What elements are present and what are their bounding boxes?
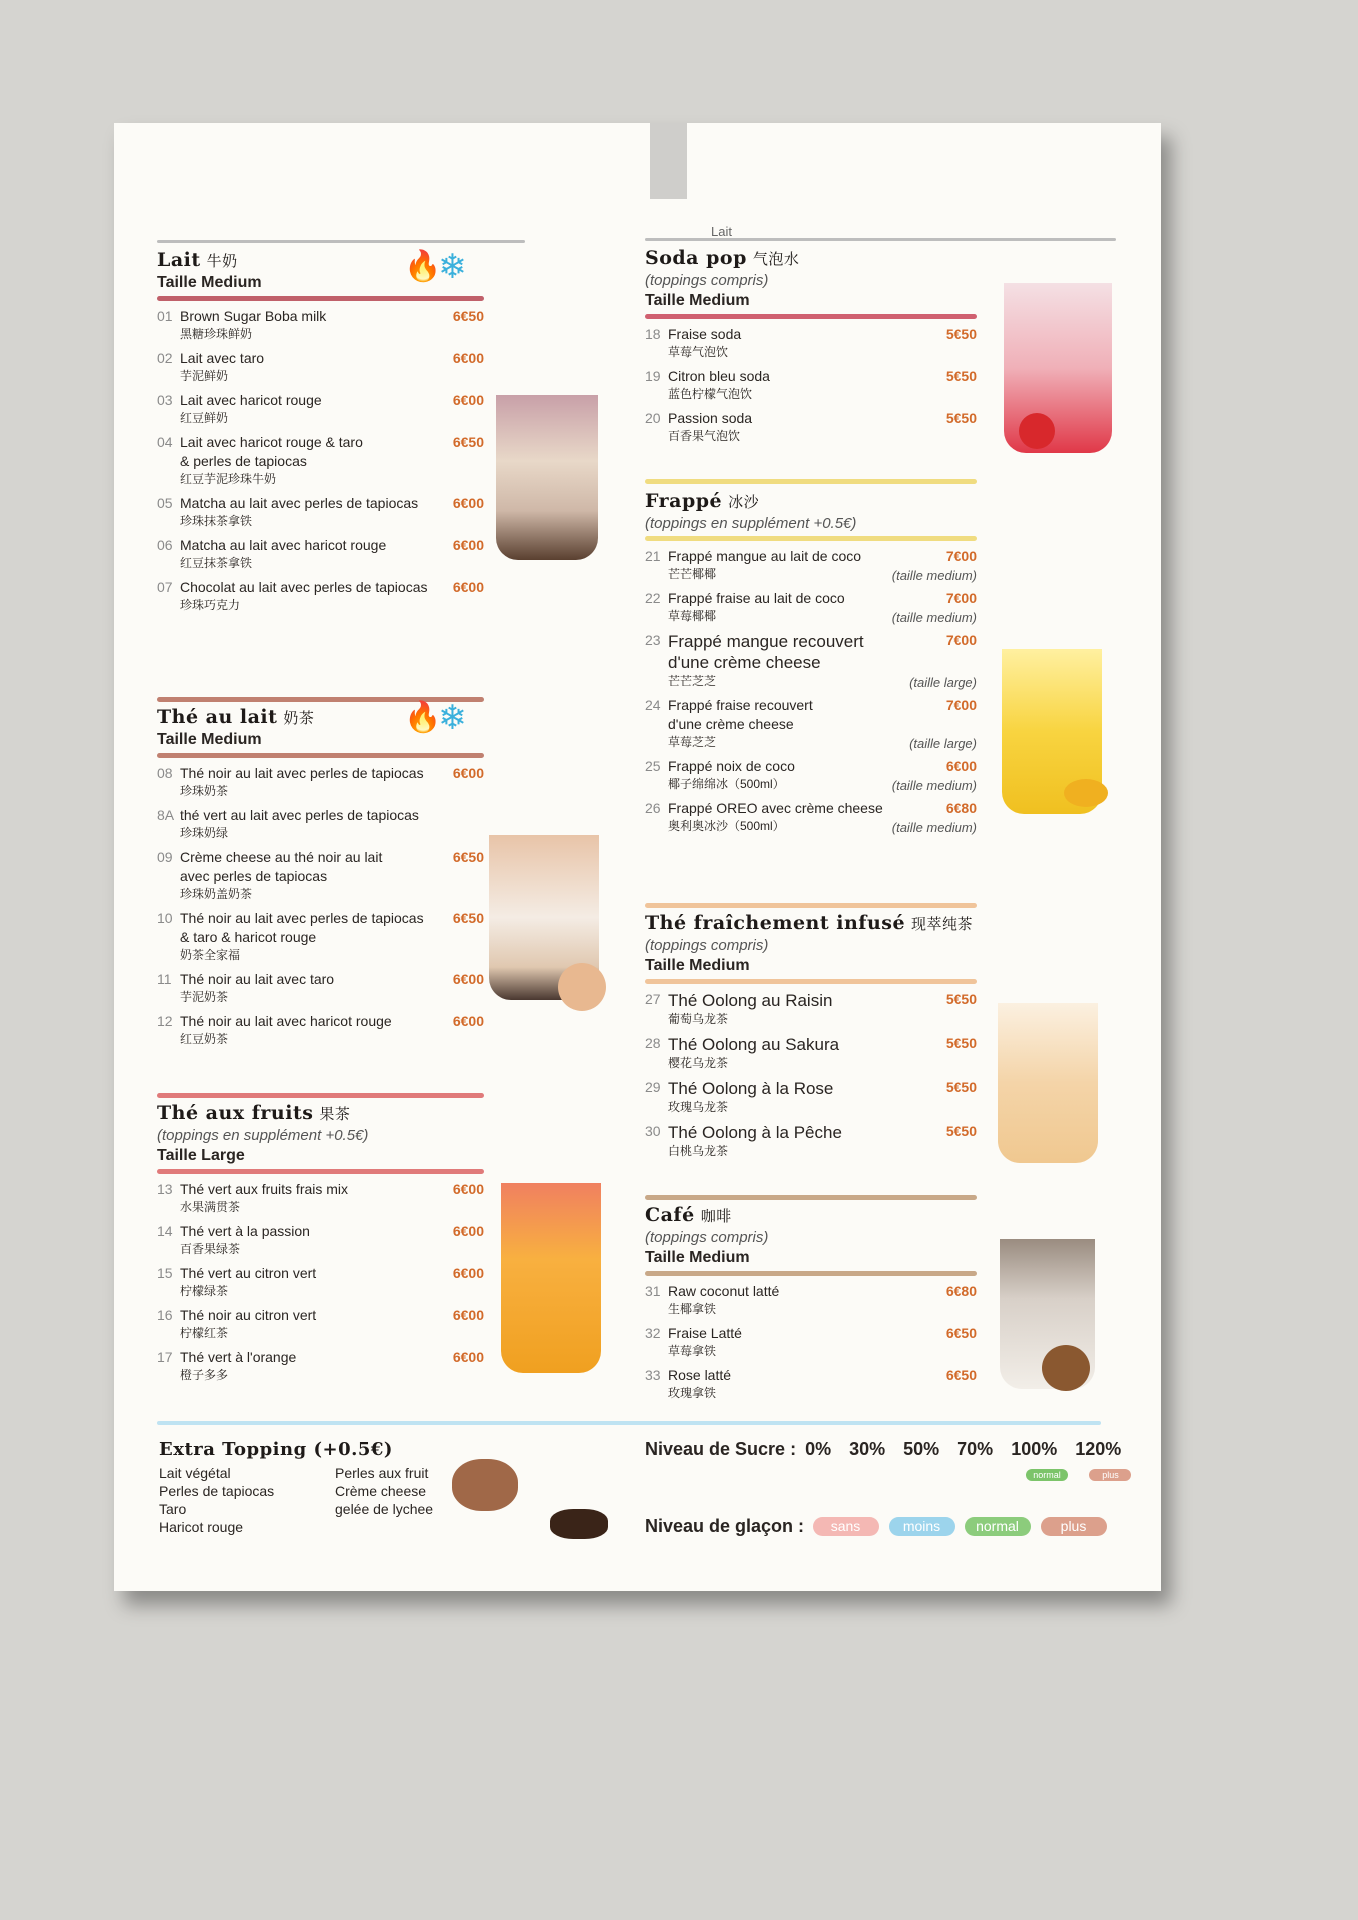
item-price: 6€50 [452,434,484,450]
item-name: Brown Sugar Boba milk [180,308,327,324]
item-name: Frappé mangue recouvert [668,632,864,651]
item-name-cn: 红豆抹茶拿铁 [180,556,253,570]
item-price: 6€50 [452,849,484,865]
taro-slice-image [558,963,606,1011]
menu-item [157,1222,484,1258]
menu-item [645,547,977,583]
sugar-level-row [645,1439,1145,1460]
section-size: Taille Medium [645,292,750,309]
topping-item: Perles de tapiocas [159,1483,275,1499]
item-number: 30 [645,1123,661,1139]
item-name: Thé vert à l'orange [180,1349,297,1365]
item-name-line2: avec perles de tapiocas [180,868,328,884]
item-name-cn: 柠檬绿茶 [180,1284,229,1298]
item-name: Lait avec taro [180,350,265,366]
menu-item [645,631,977,690]
item-name-cn: 红豆芋泥珍珠牛奶 [180,472,277,486]
item-list [157,307,484,614]
section-subtitle: (toppings en supplément +0.5€) [645,515,857,532]
item-name: Thé Oolong au Sakura [668,1035,840,1054]
item-price: 5€50 [945,991,977,1007]
item-name-cn: 奥利奥冰沙（500ml） [668,819,785,833]
item-number: 27 [645,991,661,1007]
section-subtitle: (toppings compris) [645,1229,769,1246]
item-name: Crème cheese au thé noir au lait [180,849,383,865]
item-name: Lait avec haricot rouge & taro [180,434,363,450]
menu-item [157,848,484,903]
item-number: 20 [645,410,661,426]
item-name-cn: 蓝色柠檬气泡饮 [668,387,753,401]
item-size-note: (taille medium) [891,610,977,625]
tapioca-pearls-image [550,1509,608,1539]
item-size-note: (taille large) [909,736,977,751]
torn-corner [650,123,687,199]
item-name-cn: 草莓椰椰 [668,609,717,623]
item-number: 04 [157,434,173,450]
item-name: Frappé OREO avec crème cheese [668,800,883,816]
menu-item [645,1324,977,1360]
item-list [645,1282,977,1402]
menu-sheet [114,123,1161,1591]
item-name-cn: 草莓拿铁 [668,1344,717,1358]
menu-item [645,589,977,625]
item-price: 5€50 [945,1035,977,1051]
item-name: Frappé mangue au lait de coco [668,548,862,564]
item-price: 6€80 [945,800,977,816]
item-name: Thé Oolong à la Rose [668,1079,834,1098]
item-number: 17 [157,1349,173,1365]
item-size-note: (taille large) [909,675,977,690]
item-number: 26 [645,800,661,816]
topping-list-1 [159,1464,335,1536]
sugar-level-option: 30% [849,1439,886,1459]
item-name-cn: 水果满贯茶 [180,1200,241,1214]
menu-item [157,494,484,530]
sugar-level-option: 120% [1075,1439,1122,1459]
item-name-line2: d'une crème cheese [668,716,794,732]
sugar-tags [1026,1465,1131,1483]
milk-tea-cup-image [496,395,598,560]
topping-list-2 [335,1464,433,1536]
menu-item [157,1180,484,1216]
menu-item [157,536,484,572]
item-name-cn: 生椰拿铁 [668,1302,717,1316]
mango-image [1064,779,1108,807]
sugar-level-option: 70% [957,1439,994,1459]
item-name: Frappé fraise au lait de coco [668,590,845,606]
menu-item [157,970,484,1006]
menu-item [157,433,484,488]
item-price: 6€80 [945,1283,977,1299]
menu-item [157,1264,484,1300]
coconut-image [1042,1345,1090,1391]
item-price: 6€50 [945,1325,977,1341]
menu-item [157,391,484,427]
hot-icon: 🔥 [404,250,442,283]
item-name-line2: & taro & haricot rouge [180,929,317,945]
item-price: 5€50 [945,368,977,384]
item-name-cn: 橙子多多 [180,1368,229,1382]
item-number: 8A [157,807,175,823]
item-number: 05 [157,495,173,511]
item-price: 5€50 [945,326,977,342]
item-number: 07 [157,579,173,595]
ice-level-label: Niveau de glaçon : [645,1516,805,1536]
menu-item [157,349,484,385]
section-bar [645,479,977,484]
item-number: 02 [157,350,173,366]
item-number: 15 [157,1265,173,1281]
item-number: 25 [645,758,661,774]
menu-item [645,1034,977,1072]
item-number: 11 [157,971,172,987]
item-price: 6€50 [452,910,484,926]
item-number: 13 [157,1181,173,1197]
item-name-cn: 樱花乌龙茶 [668,1056,729,1070]
sugar-level-options [801,1439,1121,1459]
menu-item [645,1282,977,1318]
snowflake-icon: ❄ [438,248,467,286]
section-title: Soda pop 气泡水 [645,247,800,269]
topping-item: Haricot rouge [159,1519,244,1535]
menu-item [645,1122,977,1160]
menu-item [645,799,977,835]
section-subtitle: (toppings compris) [645,937,769,954]
section-lait [157,240,484,614]
topping-item: gelée de lychee [335,1501,434,1517]
item-number: 33 [645,1367,661,1383]
ice-option-3: plus [1041,1517,1107,1536]
section-bar [645,903,977,908]
section-cafe [645,1191,977,1402]
item-name: Lait avec haricot rouge [180,392,322,408]
item-name: Matcha au lait avec perles de tapiocas [180,495,419,511]
section-bar [157,296,484,301]
menu-item [645,409,977,445]
item-name-line2: d'une crème cheese [668,653,821,672]
sugar-level-option: 0% [805,1439,832,1459]
item-name-cn: 芒芒椰椰 [668,567,717,581]
menu-item [645,757,977,793]
item-name-cn: 珍珠奶茶 [180,784,229,798]
section-title: Thé fraîchement infusé 现萃纯茶 [645,912,974,934]
torn-fragment: Lait [711,224,732,239]
item-price: 5€50 [945,410,977,426]
item-list [645,547,977,835]
menu-item [157,578,484,614]
section-title: Thé au lait 奶茶 [157,706,315,728]
item-price: 6€50 [452,308,484,324]
item-price: 6€00 [452,1307,484,1323]
section-size: Taille Medium [157,731,262,748]
section-size: Taille Large [157,1147,245,1164]
item-name-cn: 柠檬红茶 [180,1326,229,1340]
menu-item [645,1078,977,1116]
item-name-cn: 玫瑰乌龙茶 [668,1100,729,1114]
item-price: 6€00 [452,765,484,781]
item-price: 6€50 [945,1367,977,1383]
sugar-level-label: Niveau de Sucre : [645,1439,797,1459]
item-price: 7€00 [945,590,977,606]
item-name: Chocolat au lait avec perles de tapiocas [180,579,428,595]
topping-item: Perles aux fruit [335,1465,429,1481]
item-name-cn: 百香果气泡饮 [668,429,741,443]
item-price: 6€00 [452,1013,484,1029]
item-price: 7€00 [945,632,977,648]
ice-option-2: normal [965,1517,1031,1536]
section-the-au-lait [157,693,484,1048]
sugar-level-option: 50% [903,1439,940,1459]
section-subtitle: (toppings en supplément +0.5€) [157,1127,369,1144]
sugar-level [645,1439,1145,1480]
item-number: 24 [645,697,661,713]
item-name: Thé vert aux fruits frais mix [180,1181,349,1197]
item-name-cn: 芋泥鲜奶 [180,369,229,383]
taro-image [452,1459,518,1511]
item-price: 6€00 [452,392,484,408]
item-name-cn: 红豆鲜奶 [180,411,229,425]
item-name: Thé vert à la passion [180,1223,310,1239]
item-name: Thé noir au lait avec haricot rouge [180,1013,392,1029]
item-price: 6€00 [452,1181,484,1197]
item-name-cn: 百香果绿茶 [180,1242,241,1256]
item-name-cn: 珍珠巧克力 [180,598,241,612]
item-price: 5€50 [945,1079,977,1095]
item-price: 6€00 [452,1349,484,1365]
section-bar [157,753,484,758]
item-name: Fraise Latté [668,1325,742,1341]
item-size-note: (taille medium) [891,820,977,835]
item-name: Rose latté [668,1367,732,1383]
menu-item [157,1348,484,1384]
hot-icon: 🔥 [404,701,442,734]
strawberry-image [1019,413,1055,449]
item-number: 12 [157,1013,173,1029]
item-name: Thé vert au citron vert [180,1265,317,1281]
item-list [645,990,977,1160]
section-title: Frappé 冰沙 [645,490,760,512]
section-title: Lait 牛奶 [157,249,238,271]
item-number: 22 [645,590,661,606]
item-price: 6€00 [945,758,977,774]
item-name-cn: 芋泥奶茶 [180,990,229,1004]
item-name-cn: 草莓芝芝 [668,735,717,749]
item-number: 29 [645,1079,661,1095]
extra-topping [159,1439,459,1536]
item-list [157,1180,484,1384]
item-price: 7€00 [945,697,977,713]
section-bar [157,1169,484,1174]
item-name-cn: 黑糖珍珠鲜奶 [180,327,253,341]
menu-item [157,909,484,964]
section-subtitle: (toppings compris) [645,272,769,289]
item-name-cn: 椰子绵绵冰（500ml） [668,777,785,791]
item-name: Thé noir au lait avec perles de tapiocas [180,765,424,781]
divider [157,240,525,243]
item-name-cn: 白桃乌龙茶 [668,1144,729,1158]
section-bar [645,1195,977,1200]
item-price: 6€00 [452,971,484,987]
item-name: Passion soda [668,410,753,426]
menu-item [157,1012,484,1048]
item-name-line2: & perles de tapiocas [180,453,307,469]
item-number: 01 [157,308,173,324]
item-price: 6€00 [452,350,484,366]
item-name-cn: 葡萄乌龙茶 [668,1012,729,1026]
item-name: Frappé noix de coco [668,758,795,774]
item-name: Thé noir au lait avec taro [180,971,335,987]
item-price: 5€50 [945,1123,977,1139]
section-size: Taille Medium [645,1249,750,1266]
topping-item: Taro [159,1501,187,1517]
item-name: thé vert au lait avec perles de tapiocas [180,807,419,823]
item-price: 6€00 [452,495,484,511]
section-title: Café 咖啡 [645,1204,732,1226]
item-number: 03 [157,392,173,408]
item-price: 6€00 [452,1223,484,1239]
section-size: Taille Medium [645,957,750,974]
menu-item [157,1306,484,1342]
item-size-note: (taille medium) [891,778,977,793]
fruit-tea-cup-image [501,1183,601,1373]
item-number: 16 [157,1307,173,1323]
item-name-cn: 玫瑰拿铁 [668,1386,717,1400]
item-name-cn: 珍珠奶绿 [180,826,229,840]
menu-item [157,307,484,343]
tag-normal: normal [1026,1469,1068,1481]
item-name-cn: 红豆奶茶 [180,1032,229,1046]
item-name-cn: 奶茶全家福 [180,948,241,962]
section-title: Thé aux fruits 果茶 [157,1102,351,1124]
extra-topping-title: Extra Topping (+0.5€) [159,1439,393,1460]
oolong-cup-image [998,1003,1098,1163]
section-the-infuse [645,899,977,1160]
item-name: Fraise soda [668,326,742,342]
item-number: 28 [645,1035,661,1051]
section-bar [645,314,977,319]
item-number: 19 [645,368,661,384]
item-number: 14 [157,1223,173,1239]
item-number: 21 [645,548,661,564]
ice-option-0: sans [813,1517,879,1536]
item-number: 06 [157,537,173,553]
item-name: Matcha au lait avec haricot rouge [180,537,387,553]
menu-item [645,325,977,361]
item-name: Thé noir au lait avec perles de tapiocas [180,910,424,926]
item-name-cn: 草莓气泡饮 [668,345,729,359]
item-number: 23 [645,632,661,648]
section-the-aux-fruits [157,1089,484,1384]
ice-level-options [813,1518,1117,1535]
item-price: 6€00 [452,579,484,595]
section-bar [645,1271,977,1276]
item-number: 10 [157,910,173,926]
ice-option-1: moins [889,1517,955,1536]
section-bar [645,979,977,984]
item-name-cn: 珍珠抹茶拿铁 [180,514,253,528]
section-bar [645,536,977,541]
item-number: 18 [645,326,661,342]
item-list [645,325,977,445]
item-price: 6€00 [452,1265,484,1281]
section-frappe [645,475,977,835]
menu-item [645,696,977,751]
item-price: 7€00 [945,548,977,564]
item-name: Thé Oolong au Raisin [668,991,833,1010]
item-name: Frappé fraise recouvert [668,697,813,713]
ice-level [645,1516,1145,1537]
item-number: 09 [157,849,173,865]
menu-item [645,990,977,1028]
item-name: Thé noir au citron vert [180,1307,317,1323]
item-name: Citron bleu soda [668,368,770,384]
section-soda-pop [645,225,977,445]
sugar-level-option: 100% [1011,1439,1058,1459]
item-number: 08 [157,765,173,781]
menu-item [645,1366,977,1402]
menu-item [157,806,484,842]
item-name: Raw coconut latté [668,1283,780,1299]
item-price: 6€00 [452,537,484,553]
snowflake-icon: ❄ [438,699,467,737]
item-number: 32 [645,1325,661,1341]
section-bar [157,1093,484,1098]
footer-divider [157,1421,1101,1425]
item-name: Thé Oolong à la Pêche [668,1123,842,1142]
item-list [157,764,484,1048]
menu-item [157,764,484,800]
menu-item [645,367,977,403]
tag-plus: plus [1089,1469,1131,1481]
topping-item: Crème cheese [335,1483,427,1499]
item-name-cn: 芒芒芝芝 [668,674,717,688]
item-number: 31 [645,1283,661,1299]
item-name-cn: 珍珠奶盖奶茶 [180,887,253,901]
topping-item: Lait végétal [159,1465,231,1481]
item-size-note: (taille medium) [891,568,977,583]
section-size: Taille Medium [157,274,262,291]
